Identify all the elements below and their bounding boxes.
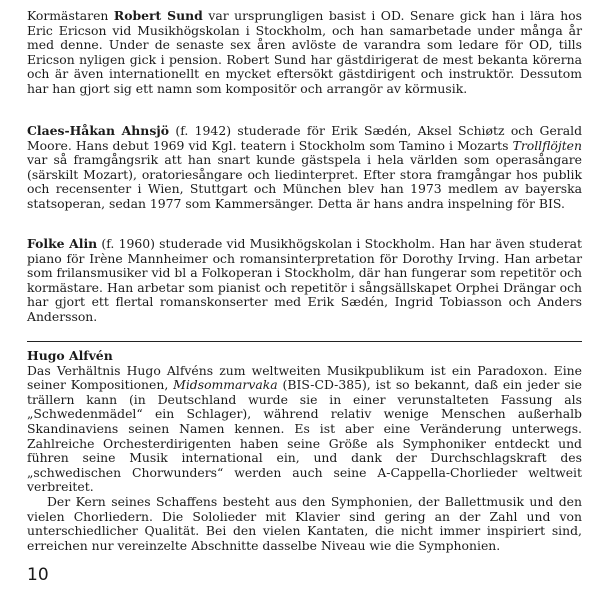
paragraph-robert-sund xyxy=(27,9,582,97)
paragraph-text-a: (f. 1942) studerade för Erik Sædén, Aksel Schiøtz och Gerald Moore. Hans debut 1969 vid Kgl. teatern i Stockholm som Tamino i Mozarts xyxy=(27,123,582,153)
paragraph-lead: Kormästaren xyxy=(27,8,114,23)
paragraph-text-a: Das Verhältnis Hugo Alfvéns zum weltweiten Musikpublikum ist ein Paradoxon. Eine seiner Kompositionen, xyxy=(27,362,582,393)
person-name-claes-hakan-ahnsjo: Claes-Håkan Ahnsjö xyxy=(27,123,170,138)
paragraph-text-b: var så framgångsrik att han snart kunde gästspela i hela världen som operasångare (särskilt Mozart), oratoriesångare och liedinterpret. Efter stora framgångar hos publik och recensenter i Wien, Stuttgart och München blev han 1973 medlem av bayerska statsoperan, sedan 1977 som Kammersänger. Detta är hans andra inspelning för BIS. xyxy=(27,152,582,211)
paragraph-folke-alin xyxy=(27,237,582,325)
swedish-section xyxy=(27,9,582,97)
paragraph-text: (f. 1960) studerade vid Musikhögskolan i Stockholm. Han har även studerat piano för Irène Mannheimer och romansinterpretation för Dorothy Irving. Han arbetar som frilansmusiker vid bl a Folkoperan i Stockholm, där han fungerar som repetitör och kormästare. Han arbetar som pianist och repetitör i sångsällskapet Orphei Drängar och har gjort ett flertal romanskonserter med Erik Sædén, Ingrid Tobiasson och Anders Andersson. xyxy=(27,236,582,324)
work-title-midsommarvaka: Midsommarvaka xyxy=(173,377,278,393)
paragraph-alfven-works: Der Kern seines Schaffens besteht aus den Symphonien, der Ballettmusik und den vielen Chorliedern. Die Sololieder mit Klavier sind gering an der Zahl und von unterschiedlicher Qualität. Bei den vielen Kantaten, die nicht immer inspiriert sind, erreichen nur vereinzelte Abschnitte dasselbe Niveau wie die Symphonien. xyxy=(27,493,582,553)
person-name-robert-sund: Robert Sund xyxy=(113,8,203,23)
person-name-folke-alin: Folke Alin xyxy=(27,236,98,251)
paragraph-claes-hakan-ahnsjo xyxy=(27,124,582,212)
paragraph-text: var ursprungligen basist i OD. Senare gick han i lära hos Eric Ericson vid Musikhögskolan i Stockholm, och han samarbetade under många år med denne. Under de senaste sex åren avlöste de varandra som ledare för OD, tills Ericson nyligen gick i pension. Robert Sund har gästdirigerat de mest bekanta körerna och är även internationellt en mycket eftersökt gästdirigent och instruktör. Dessutom har han gjort sig ett namn som kompositör och arrangör av körmusik. xyxy=(27,8,583,96)
german-section xyxy=(27,349,582,553)
work-title-trollflojten: Trollflöjten xyxy=(512,137,582,153)
swedish-section-3 xyxy=(27,237,582,325)
paragraph-text-b: (BIS-CD-385), ist so bekannt, daß ein jeder sie trällern kann (in Deutschland wurde sie in einer verunstalteten Fassung als „Schwedenmädel“ ein Schlager), während relativ wenige Menschen außerhalb Skandinaviens seinen Namen kennen. Es ist aber eine Veränderung unterwegs. Zahlreiche Orchesterdirigenten haben seine Größe als Symphoniker entdeckt und führen seine Musik international ein, und dank der Durchschlagskraft des „schwedischen Chorwunders“ werden auch seine A-Cappella-Chorlieder weltweit verbreitet. xyxy=(27,377,582,495)
section-divider xyxy=(27,341,582,342)
paragraph-alfven-intro xyxy=(27,364,582,495)
section-heading-hugo-alfven: Hugo Alfvén xyxy=(27,348,113,363)
swedish-section-2 xyxy=(27,124,582,212)
page-number: 10 xyxy=(27,565,49,585)
